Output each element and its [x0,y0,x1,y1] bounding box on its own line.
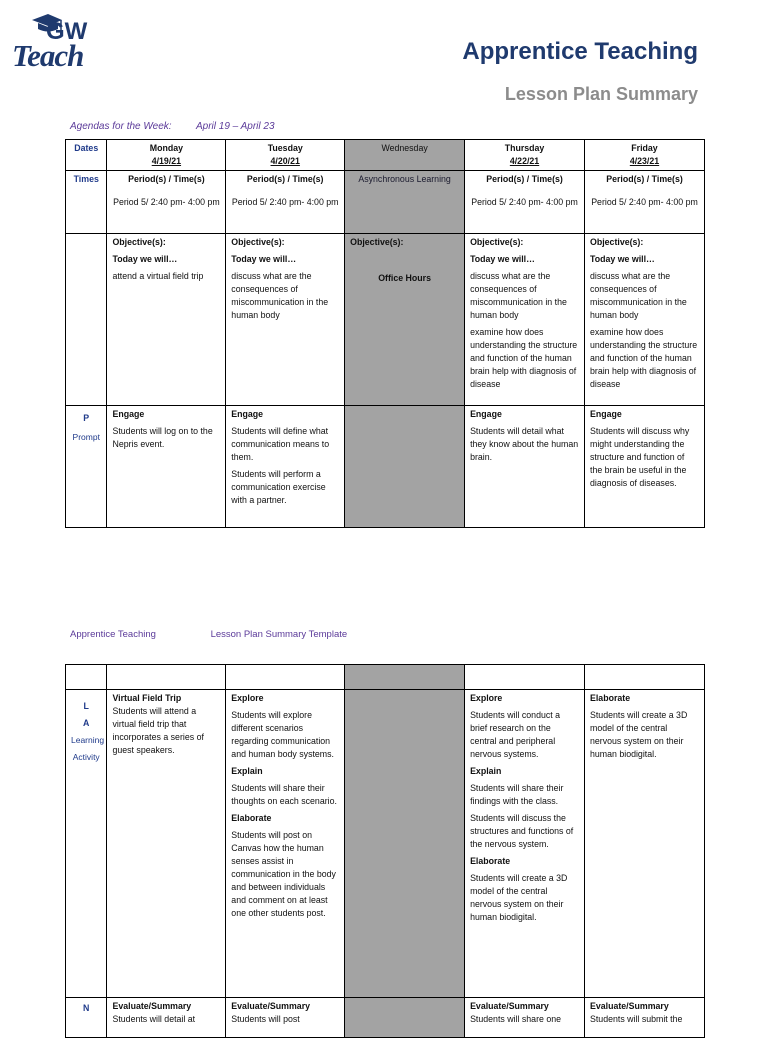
gwteach-logo [12,10,112,73]
objective-text: examine how does understanding the structure and function of the human brain help with diagnosis of disease [590,327,698,389]
engage-label: Engage [112,409,145,419]
explore-label: Explore [470,693,503,703]
evaluate-label: Evaluate/Summary [231,1001,311,1011]
objective-text: attend a virtual field trip [112,271,204,281]
lesson-plan-table-2 [65,664,705,1038]
page-footer [70,629,399,640]
virtual-field-trip-label: Virtual Field Trip [112,693,182,703]
evaluate-cell-thursday [465,998,585,1038]
evaluate-text: Students will share one [470,1014,562,1024]
objective-cell-tuesday [226,234,345,406]
times-label: Times [66,171,107,234]
period-cell-thursday [465,171,585,234]
day-date: 4/20/21 [270,156,300,166]
day-name: Thursday [504,143,545,153]
dates-row [66,140,705,171]
activity-text: Students will share their findings with the class. [470,783,564,806]
engage-text: Students will perform a communication exercise with a partner. [231,469,326,505]
agenda-label: Agendas for the Week: [70,121,172,132]
evaluate-row [66,998,705,1038]
n-letter: N [83,1003,90,1013]
day-header-tuesday [226,140,345,171]
learning-label: Learning [71,735,105,745]
evaluate-label: Evaluate/Summary [112,1001,192,1011]
activity-cell-tuesday [226,690,345,998]
engage-text: Students will discuss why might understanding the structure and function of the brain be useful in the diagnosis of diseases. [590,426,690,488]
engage-label: Engage [470,409,502,419]
objective-text: discuss what are the consequences of miscommunication in the human body [470,271,567,320]
engage-text: Students will define what communication means to them. [231,426,330,462]
period-value: Period 5/ 2:40 pm- 4:00 pm [231,197,339,207]
blank-cell [66,665,107,690]
times-row [66,171,705,234]
objective-label: Objective(s): [350,237,404,247]
engage-cell-monday [107,406,226,528]
objectives-row [66,234,705,406]
dates-label: Dates [66,140,107,171]
day-header-wednesday [345,140,465,171]
engage-cell-friday [585,406,705,528]
blank-cell [465,665,585,690]
page-title: Apprentice Teaching [462,38,698,65]
today-label: Today we will… [470,254,535,264]
elaborate-label: Elaborate [590,693,631,703]
p-letter: P [83,413,90,423]
logo-gw-text: GW [46,18,88,45]
period-cell-tuesday [226,171,345,234]
explain-label: Explain [470,766,502,776]
today-label: Today we will… [231,254,297,264]
period-label: Period(s) / Time(s) [128,174,205,184]
period-cell-friday [585,171,705,234]
period-value: Period 5/ 2:40 pm- 4:00 pm [591,197,698,207]
evaluate-cell-tuesday [226,998,345,1038]
period-value: Period 5/ 2:40 pm- 4:00 pm [113,197,220,207]
footer-left: Apprentice Teaching [70,629,156,640]
engage-text: Students will detail what they know about the human brain. [470,426,579,462]
day-header-monday [107,140,226,171]
engage-cell-tuesday [226,406,345,528]
explain-label: Explain [231,766,263,776]
objective-label: Objective(s): [112,237,166,247]
objective-text: discuss what are the consequences of miscommunication in the human body [590,271,687,320]
period-label: Period(s) / Time(s) [606,174,683,184]
activity-label: Activity [72,752,100,762]
evaluate-label: Evaluate/Summary [590,1001,669,1011]
evaluate-text: Students will detail at [112,1014,196,1024]
objective-cell-friday [585,234,705,406]
activity-text: Students will conduct a brief research on the central and peripheral nervous systems. [470,710,561,759]
day-name: Monday [149,143,183,153]
activity-cell-friday [585,690,705,998]
agenda-line [70,121,297,132]
period-value: Period 5/ 2:40 pm- 4:00 pm [471,197,578,207]
activity-text: Students will attend a virtual field trip that incorporates a series of guest speakers. [112,706,204,755]
objective-text: discuss what are the consequences of miscommunication in the human body [231,271,329,320]
evaluate-cell-monday [107,998,226,1038]
period-label: Period(s) / Time(s) [246,174,324,184]
evaluate-cell-friday [585,998,705,1038]
day-name: Friday [631,143,658,153]
blank-header-row [66,665,705,690]
learning-activity-label-cell [66,690,107,998]
learning-activity-row [66,690,705,998]
activity-text: Students will explore different scenarios regarding communication and human body systems. [231,710,334,759]
prompt-label: Prompt [72,432,100,442]
evaluate-cell-wednesday [345,998,465,1038]
n-label-cell [66,998,107,1038]
l-letter: L [83,701,89,711]
activity-cell-thursday [465,690,585,998]
objective-label: Objective(s): [470,237,524,247]
logo-teach-text: Teach [12,38,84,73]
evaluate-text: Students will post [231,1014,300,1024]
objectives-label-cell [66,234,107,406]
page-subtitle: Lesson Plan Summary [504,84,698,104]
blank-cell [585,665,705,690]
today-label: Today we will… [590,254,655,264]
evaluate-text: Students will submit the [590,1014,683,1024]
engage-text: Students will log on to the Nepris event. [112,426,213,449]
evaluate-label: Evaluate/Summary [470,1001,549,1011]
activity-text: Students will create a 3D model of the central nervous system on their human biodigital. [590,710,688,759]
objective-cell-wednesday [345,234,465,406]
a-letter: A [83,718,90,728]
day-date: 4/22/21 [509,156,540,166]
footer-right: Lesson Plan Summary Template [210,629,348,640]
objective-label: Objective(s): [590,237,644,247]
asynchronous-learning: Asynchronous Learning [345,171,465,234]
objective-cell-monday [107,234,226,406]
today-label: Today we will… [112,254,178,264]
day-date: 4/23/21 [629,156,660,166]
activity-text: Students will share their thoughts on each scenario. [231,783,337,806]
objective-label: Objective(s): [231,237,285,247]
day-date: 4/19/21 [151,156,182,166]
activity-text: Students will discuss the structures and functions of the nervous system. [470,813,574,849]
activity-text: Students will create a 3D model of the central nervous system on their human biodigital. [470,873,568,922]
engage-label: Engage [231,409,264,419]
day-header-thursday [465,140,585,171]
activity-text: Students will post on Canvas how the human senses assist in communication in the body and between individuals and comment on at least one other students post. [231,830,336,918]
lesson-plan-table-1 [65,139,705,528]
blank-cell [107,665,226,690]
engage-cell-wednesday [345,406,465,528]
prompt-row [66,406,705,528]
day-header-friday [585,140,705,171]
blank-cell [345,665,465,690]
office-hours: Office Hours [378,273,431,283]
explore-label: Explore [231,693,264,703]
blank-cell [226,665,345,690]
elaborate-label: Elaborate [470,856,511,866]
period-label: Period(s) / Time(s) [486,174,563,184]
elaborate-label: Elaborate [231,813,272,823]
prompt-label-cell [66,406,107,528]
agenda-range: April 19 – April 23 [195,121,275,132]
engage-label: Engage [590,409,622,419]
day-name: Tuesday [267,143,303,153]
engage-cell-thursday [465,406,585,528]
objective-text: examine how does understanding the structure and function of the human brain help with diagnosis of disease [470,327,578,389]
day-name: Wednesday [381,143,428,153]
period-cell-monday [107,171,226,234]
objective-cell-thursday [465,234,585,406]
activity-cell-wednesday [345,690,465,998]
activity-cell-monday [107,690,226,998]
